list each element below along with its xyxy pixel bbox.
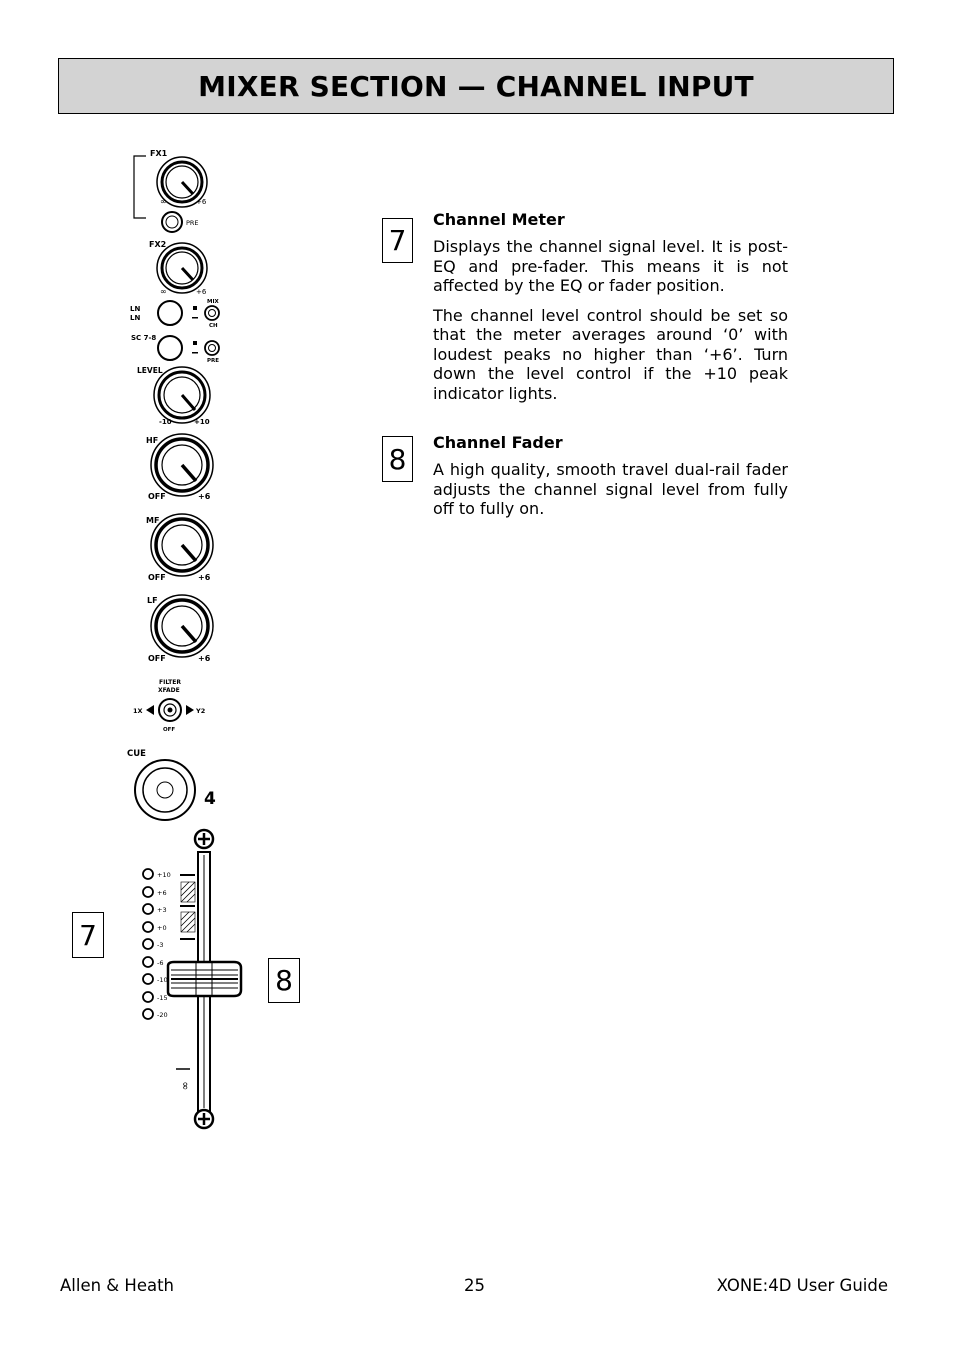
fx2-max-label: +6 xyxy=(196,288,207,296)
hf-max-label: +6 xyxy=(198,492,211,501)
mix-ch-button xyxy=(205,306,219,320)
footer-left: Allen & Heath xyxy=(60,1276,175,1295)
meter-label: -20 xyxy=(157,1011,168,1019)
ln-label-top: LN xyxy=(130,305,141,313)
ch-label: CH xyxy=(209,323,218,329)
fader-knob xyxy=(168,962,241,996)
section-fader-number-box xyxy=(382,436,413,482)
section-channel-meter xyxy=(433,210,788,413)
filter-xfade-switch xyxy=(159,699,181,721)
hf-label: HF xyxy=(146,436,159,445)
mf-label: MF xyxy=(146,516,160,525)
input-select-button xyxy=(158,301,182,325)
mf-min-label: OFF xyxy=(148,573,166,582)
meter-label: +0 xyxy=(157,924,167,932)
fader-callout-box xyxy=(268,958,300,1003)
fader-infinity-label: ∞ xyxy=(179,1081,192,1091)
fader-bottom-screw-icon xyxy=(195,1110,213,1128)
fx1-pre-label: PRE xyxy=(186,219,199,227)
fx1-min-label: ∞ xyxy=(160,197,167,206)
fx1-max-label: +6 xyxy=(196,198,207,206)
fx1-pre-button xyxy=(162,212,182,232)
cue-button xyxy=(135,760,195,820)
meter-leds xyxy=(143,869,153,1019)
meter-label: -3 xyxy=(157,941,164,949)
arrow-right-icon xyxy=(186,705,194,715)
meter-label: +6 xyxy=(157,889,167,897)
cue-label: CUE xyxy=(127,749,146,759)
arrow-left-icon xyxy=(146,705,154,715)
sc-pre-button xyxy=(205,341,219,355)
meter-label: -10 xyxy=(157,976,168,984)
meter-callout-box xyxy=(72,912,104,958)
fx2-min-label: ∞ xyxy=(160,287,167,296)
meter-label: +3 xyxy=(157,906,167,914)
meter-label: +10 xyxy=(157,871,171,879)
mix-label: MIX xyxy=(207,299,219,305)
meter-led xyxy=(143,939,153,949)
fx2-label: FX2 xyxy=(149,240,167,249)
meter-led xyxy=(143,974,153,984)
mf-knob xyxy=(151,514,213,576)
sc-pre-label: PRE xyxy=(207,358,220,364)
meter-scale-labels xyxy=(157,871,171,1019)
footer-right: XONE:4D User Guide xyxy=(716,1276,888,1295)
filter-off-label: OFF xyxy=(163,727,176,733)
hf-min-label: OFF xyxy=(148,492,166,501)
sc-label: SC 7-8 xyxy=(131,334,157,342)
meter-led xyxy=(143,1009,153,1019)
fx2-knob xyxy=(157,243,207,293)
section-meter-number: 7 xyxy=(388,224,407,257)
level-knob xyxy=(154,367,210,423)
meter-callout-number: 7 xyxy=(79,918,97,952)
lf-min-label: OFF xyxy=(148,654,166,663)
sc-button xyxy=(158,336,182,360)
channel-number: 4 xyxy=(204,789,216,809)
meter-led xyxy=(143,869,153,879)
meter-led xyxy=(143,887,153,897)
lf-knob xyxy=(151,595,213,657)
filter-label: FILTER xyxy=(159,679,181,686)
lf-label: LF xyxy=(147,596,158,605)
fader-top-screw-icon xyxy=(195,830,213,848)
page-number: 25 xyxy=(464,1276,485,1295)
section-channel-fader xyxy=(433,433,788,529)
section-fader-paragraph-1: A high quality, smooth travel dual-rail fader adjusts the channel signal level from fully off to fully on. xyxy=(433,460,788,518)
level-max-label: +10 xyxy=(194,418,210,426)
xfade-label: XFADE xyxy=(158,687,180,694)
fx1-label: FX1 xyxy=(150,149,168,158)
filter-right-label: Y2 xyxy=(196,707,206,715)
meter-led xyxy=(143,957,153,967)
hf-knob xyxy=(151,434,213,496)
section-meter-paragraph-1: Displays the channel signal level. It is post-EQ and pre-fader. This means it is not affected by the EQ or fader position. xyxy=(433,237,788,295)
ln-label-bottom: LN xyxy=(130,314,141,322)
mf-max-label: +6 xyxy=(198,573,211,582)
meter-label: -6 xyxy=(157,959,164,967)
level-label: LEVEL xyxy=(137,366,163,375)
meter-led xyxy=(143,904,153,914)
meter-label: -15 xyxy=(157,994,168,1002)
filter-left-label: 1X xyxy=(133,707,143,715)
section-meter-heading: Channel Meter xyxy=(433,210,565,229)
section-meter-paragraph-2: The channel level control should be set so that the meter averages around ‘0’ with loudest peaks no higher than ‘+6’. Turn down the level control if the +10 peak indicator lights. xyxy=(433,305,788,403)
meter-led xyxy=(143,922,153,932)
section-fader-heading: Channel Fader xyxy=(433,433,563,452)
section-fader-number: 8 xyxy=(388,442,407,476)
meter-led xyxy=(143,992,153,1002)
level-min-label: -10 xyxy=(159,418,172,426)
fader-callout-number: 8 xyxy=(275,964,293,997)
section-meter-number-box xyxy=(382,218,413,263)
page-title: MIXER SECTION — CHANNEL INPUT xyxy=(198,69,754,103)
lf-max-label: +6 xyxy=(198,654,211,663)
